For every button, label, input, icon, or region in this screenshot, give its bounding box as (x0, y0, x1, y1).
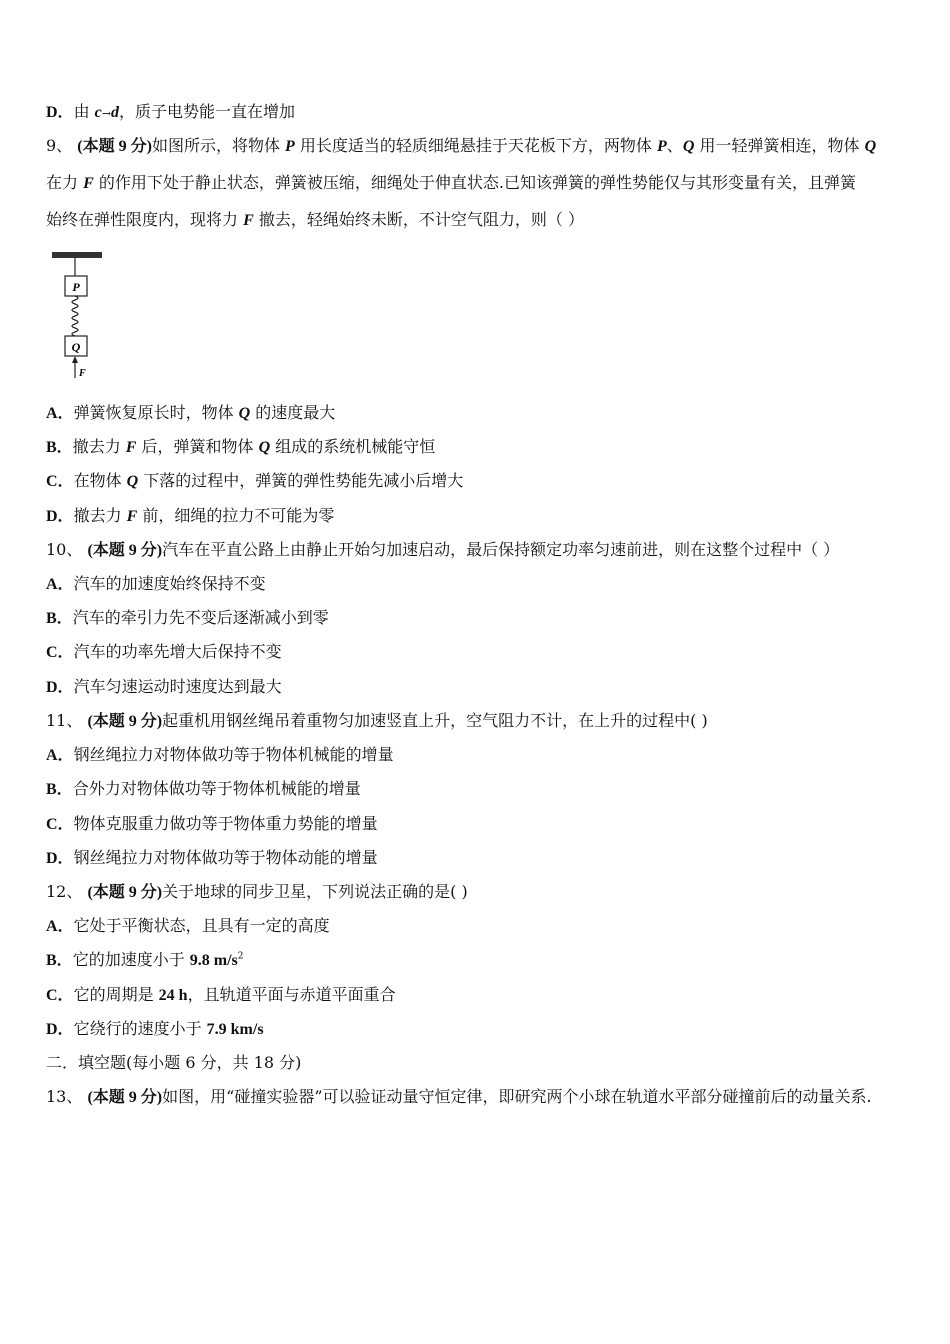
question-number: 10、 (46, 540, 83, 559)
q10-option-a: A．汽车的加速度始终保持不变 (46, 574, 266, 593)
q9-option-b: B．撤去力 F 后，弹簧和物体 Q 组成的系统机械能守恒 (46, 437, 436, 456)
q11-stem: 11、 (本题 9 分)起重机用钢丝绳吊着重物匀加速竖直上升，空气阻力不计，在上升的过程中( ) (46, 711, 708, 730)
q11-option-a: A．钢丝绳拉力对物体做功等于物体机械能的增量 (46, 745, 394, 764)
q9-option-d: D．撤去力 F 前，细绳的拉力不可能为零 (46, 506, 335, 525)
q12-stem: 12、 (本题 9 分)关于地球的同步卫星，下列说法正确的是( ) (46, 882, 468, 901)
spring (72, 296, 78, 336)
ceiling (52, 252, 102, 258)
q9-stem-line-2: 在力 F 的作用下处于静止状态，弹簧被压缩，细绳处于伸直状态.已知该弹簧的弹性势能仅与其形变量有关，且弹簧 (46, 173, 856, 192)
question-number: 11、 (46, 711, 83, 730)
q11-option-b: B．合外力对物体做功等于物体机械能的增量 (46, 779, 361, 798)
question-number: 9、 (46, 136, 73, 155)
q12-option-b: B．它的加速度小于 9.8 $m/s^2$ (46, 950, 244, 969)
option-letter: B． (46, 439, 73, 456)
q8-option-d: D．由 c→d，质子电势能一直在增加 (46, 102, 295, 121)
q10-option-d: D．汽车匀速运动时速度达到最大 (46, 677, 282, 696)
label-q: Q (71, 340, 81, 354)
option-letter: C． (46, 473, 74, 490)
option-letter: A． (46, 405, 74, 422)
question-points: (本题 9 分) (87, 1089, 163, 1106)
question-number: 12、 (46, 882, 83, 901)
section-title: 二．填空题(每小题 6 分，共 18 分) (46, 1053, 302, 1072)
q11-option-d: D．钢丝绳拉力对物体做功等于物体动能的增量 (46, 848, 378, 867)
q9-stem-line-3: 始终在弹性限度内，现将力 F 撤去，轻绳始终未断，不计空气阻力，则（ ） (46, 210, 584, 229)
q9-option-c: C．在物体 Q 下落的过程中，弹簧的弹性势能先减小后增大 (46, 471, 464, 490)
q9-option-a: A．弹簧恢复原长时，物体 Q 的速度最大 (46, 403, 336, 422)
question-points: (本题 9 分) (87, 884, 163, 901)
option-letter: D． (46, 508, 74, 525)
option-letter: D． (46, 104, 74, 121)
question-points: (本题 9 分) (77, 138, 152, 155)
q12-option-c: C．它的周期是 24 h，且轨道平面与赤道平面重合 (46, 985, 396, 1004)
q13-stem: 13、 (本题 9 分)如图，用“碰撞实验器”可以验证动量守恒定律，即研究两个小球在轨道水平部分碰撞前后的动量关系. (46, 1087, 872, 1106)
q10-option-b: B．汽车的牵引力先不变后逐渐减小到零 (46, 608, 329, 627)
question-number: 13、 (46, 1087, 83, 1106)
q12-option-d: D．它绕行的速度小于 7.9 km/s (46, 1019, 264, 1038)
label-f: F (79, 368, 86, 379)
q12-option-a: A．它处于平衡状态，且具有一定的高度 (46, 916, 330, 935)
question-points: (本题 9 分) (87, 713, 163, 730)
q10-stem: 10、 (本题 9 分)汽车在平直公路上由静止开始匀加速启动，最后保持额定功率匀速前进，则在这整个过程中（ ） (46, 540, 840, 559)
spring-system-figure (46, 250, 116, 382)
q9-stem-line-1: 9、 (本题 9 分)如图所示，将物体 P 用长度适当的轻质细绳悬挂于天花板下方，两物体 P、Q 用一轻弹簧相连，物体 Q (46, 136, 877, 155)
question-points: (本题 9 分) (87, 542, 163, 559)
q10-option-c: C．汽车的功率先增大后保持不变 (46, 642, 282, 661)
arrow-head-icon (72, 356, 78, 363)
label-p: P (72, 280, 80, 294)
q11-option-c: C．物体克服重力做功等于物体重力势能的增量 (46, 814, 378, 833)
